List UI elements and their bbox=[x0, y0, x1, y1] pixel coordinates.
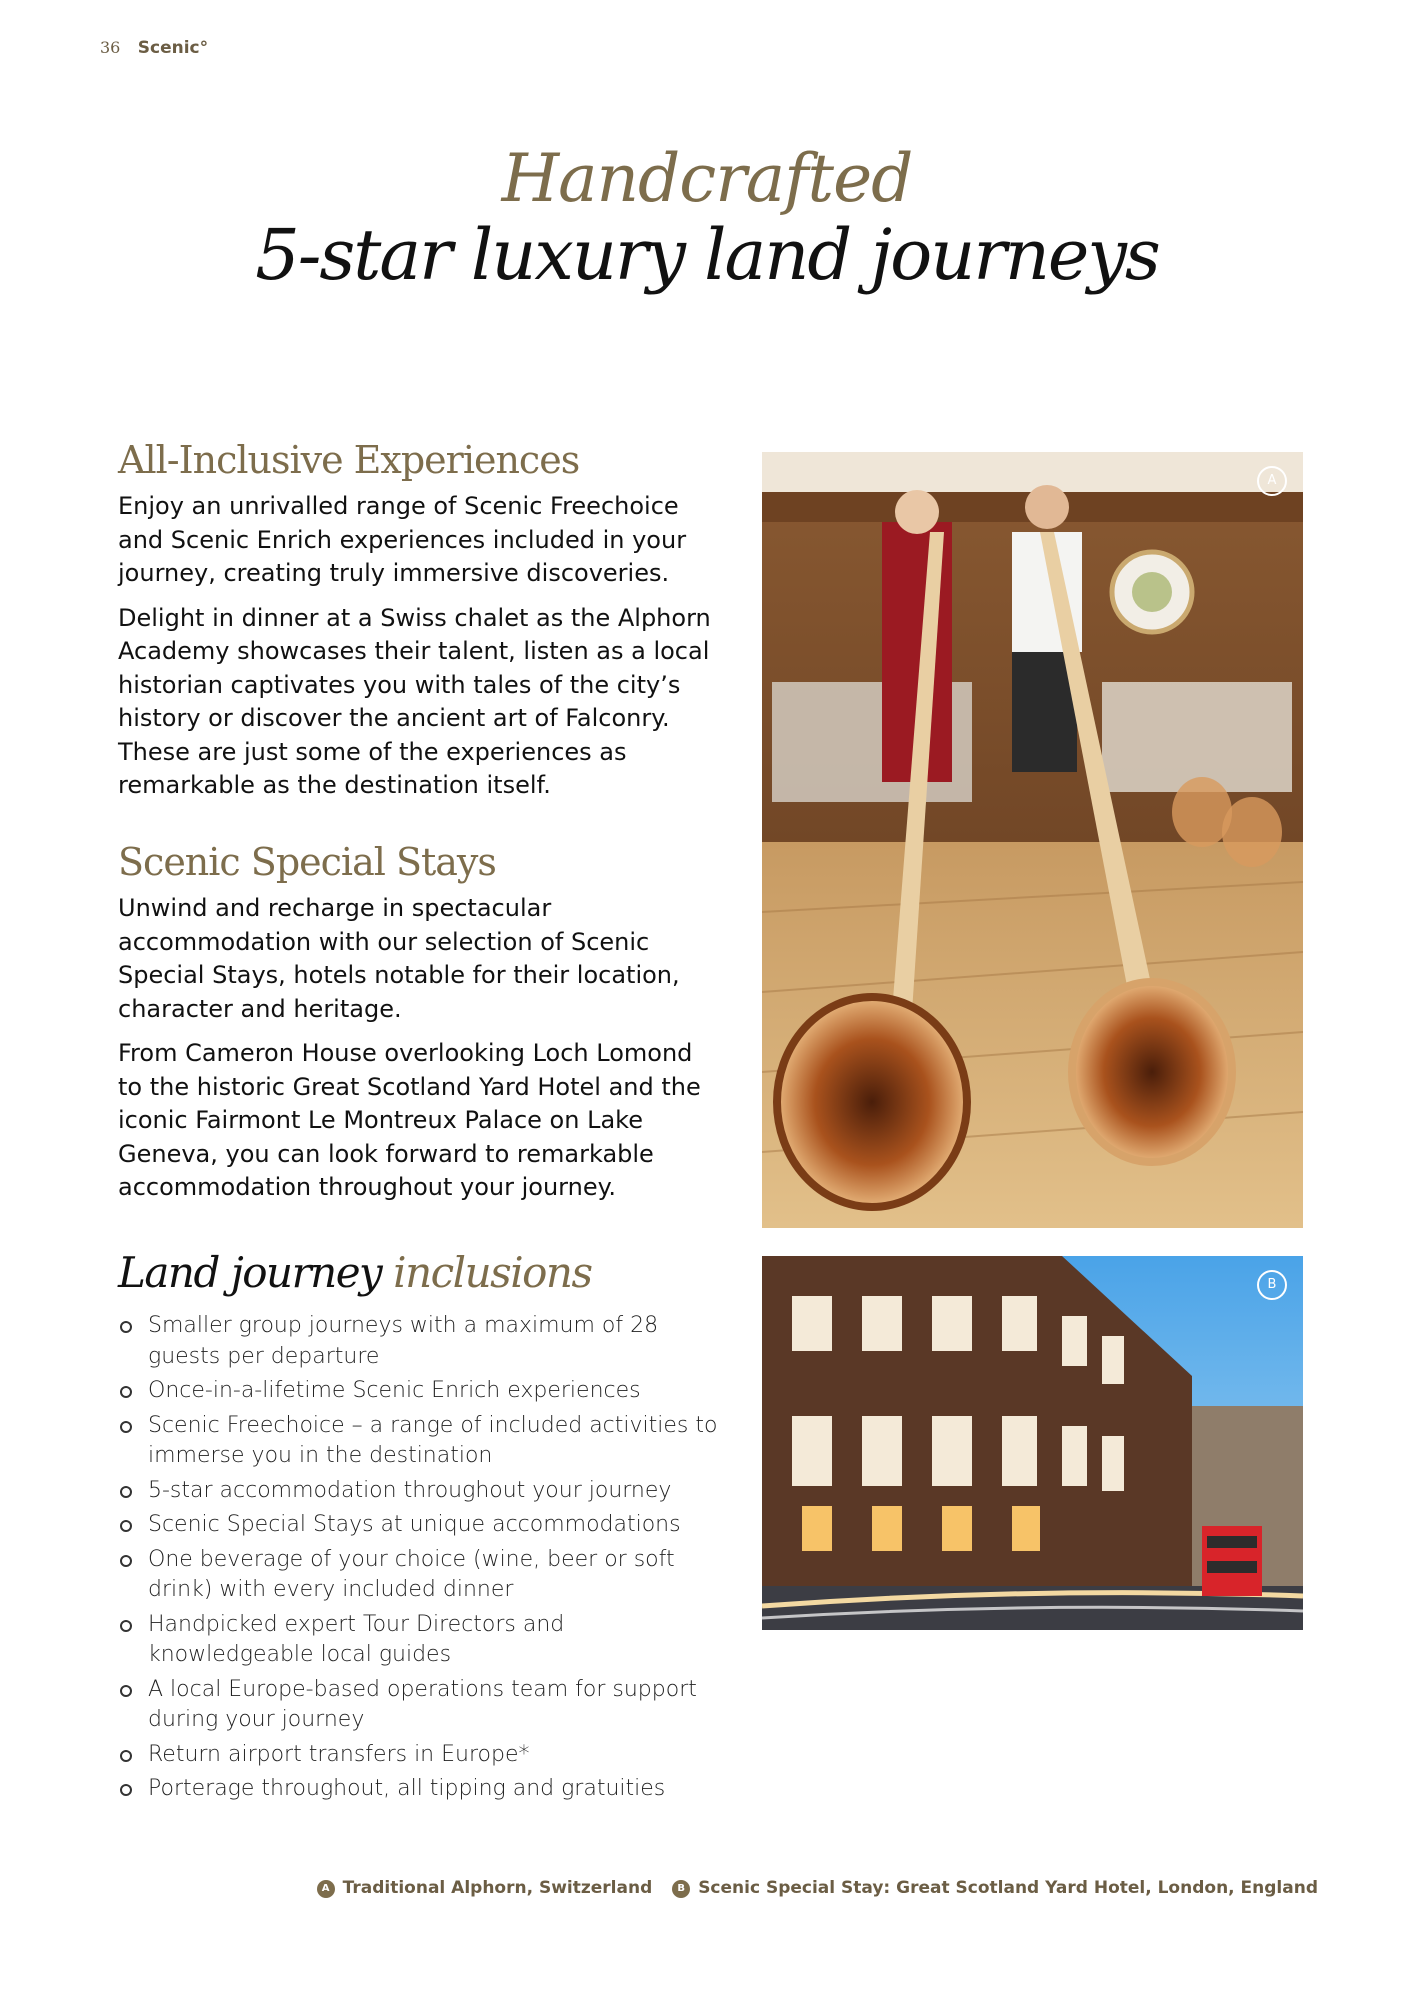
stays-para1: Unwind and recharge in spectacular accommodation with our selection of Scenic Special Stays, hotels notable for their location, character and heritage. bbox=[118, 894, 680, 1023]
list-item: Scenic Freechoice – a range of included activities to immerse you in the destination bbox=[118, 1411, 718, 1472]
alphorn-illustration bbox=[762, 452, 1303, 1228]
list-item: One beverage of your choice (wine, beer or soft drink) with every included dinner bbox=[118, 1545, 718, 1606]
list-item: A local Europe-based operations team for support during your journey bbox=[118, 1675, 718, 1736]
bullet-circle-icon bbox=[120, 1421, 132, 1433]
list-item: Return airport transfers in Europe* bbox=[118, 1740, 718, 1771]
list-item: Scenic Special Stays at unique accommodations bbox=[118, 1510, 718, 1541]
inclusions-heading bbox=[118, 1248, 718, 1297]
bullet-circle-icon bbox=[120, 1750, 132, 1762]
bullet-circle-icon bbox=[120, 1486, 132, 1498]
experiences-para2: Delight in dinner at a Swiss chalet as the Alphorn Academy showcases their talent, listen as a local historian captivates you with tales of the city’s history or discover the ancient art of Falconry. These are just some of the experiences as remarkable as the destination itself. bbox=[118, 603, 711, 799]
bullet-circle-icon bbox=[120, 1685, 132, 1697]
page-title-line2: 5-star luxury land journeys bbox=[255, 214, 1159, 296]
caption-a-text: Traditional Alphorn, Switzerland bbox=[342, 1878, 653, 1898]
stays-heading: Scenic Special Stays bbox=[118, 840, 496, 884]
bullet-circle-icon bbox=[120, 1321, 132, 1333]
bullet-circle-icon bbox=[120, 1555, 132, 1567]
experiences-heading: All-Inclusive Experiences bbox=[118, 438, 580, 482]
page-title-line1: Handcrafted bbox=[501, 140, 913, 217]
experiences-section bbox=[118, 438, 718, 803]
bullet-circle-icon bbox=[120, 1520, 132, 1532]
alphorn-photo bbox=[762, 452, 1303, 1228]
list-item: Handpicked expert Tour Directors and knowledgeable local guides bbox=[118, 1610, 718, 1671]
list-item: Smaller group journeys with a maximum of 28 guests per departure bbox=[118, 1311, 718, 1372]
bullet-circle-icon bbox=[120, 1386, 132, 1398]
list-item: Once-in-a-lifetime Scenic Enrich experiences bbox=[118, 1376, 718, 1407]
list-item: 5-star accommodation throughout your journey bbox=[118, 1476, 718, 1507]
page-number: 36 bbox=[100, 38, 121, 57]
bullet-circle-icon bbox=[120, 1784, 132, 1796]
stays-para2: From Cameron House overlooking Loch Lomond to the historic Great Scotland Yard Hotel and the iconic Fairmont Le Montreux Palace on Lake Geneva, you can look forward to remarkable accommodation throughout your journey. bbox=[118, 1039, 701, 1201]
list-item: Porterage throughout, all tipping and gratuities bbox=[118, 1774, 718, 1805]
hotel-photo bbox=[762, 1256, 1303, 1630]
inclusions-heading-gold: inclusions bbox=[393, 1248, 592, 1297]
photo-a-badge: A bbox=[1257, 466, 1287, 496]
caption-b-text: Scenic Special Stay: Great Scotland Yard Hotel, London, England bbox=[698, 1878, 1318, 1898]
caption-b-marker: B bbox=[672, 1880, 690, 1898]
page-header bbox=[100, 38, 208, 58]
inclusions-heading-dark: Land journey bbox=[118, 1248, 382, 1297]
bullet-circle-icon bbox=[120, 1620, 132, 1632]
experiences-para1: Enjoy an unrivalled range of Scenic Freechoice and Scenic Enrich experiences included in your journey, creating truly immersive discoveries. bbox=[118, 492, 687, 587]
stays-section bbox=[118, 840, 718, 1205]
photo-b-badge: B bbox=[1257, 1270, 1287, 1300]
brand-logo: Scenic° bbox=[137, 38, 209, 58]
inclusions-list bbox=[118, 1311, 718, 1805]
hotel-illustration bbox=[762, 1256, 1303, 1630]
caption-a-marker: A bbox=[317, 1880, 335, 1898]
photo-captions bbox=[317, 1878, 1318, 1898]
inclusions-section bbox=[118, 1248, 718, 1809]
